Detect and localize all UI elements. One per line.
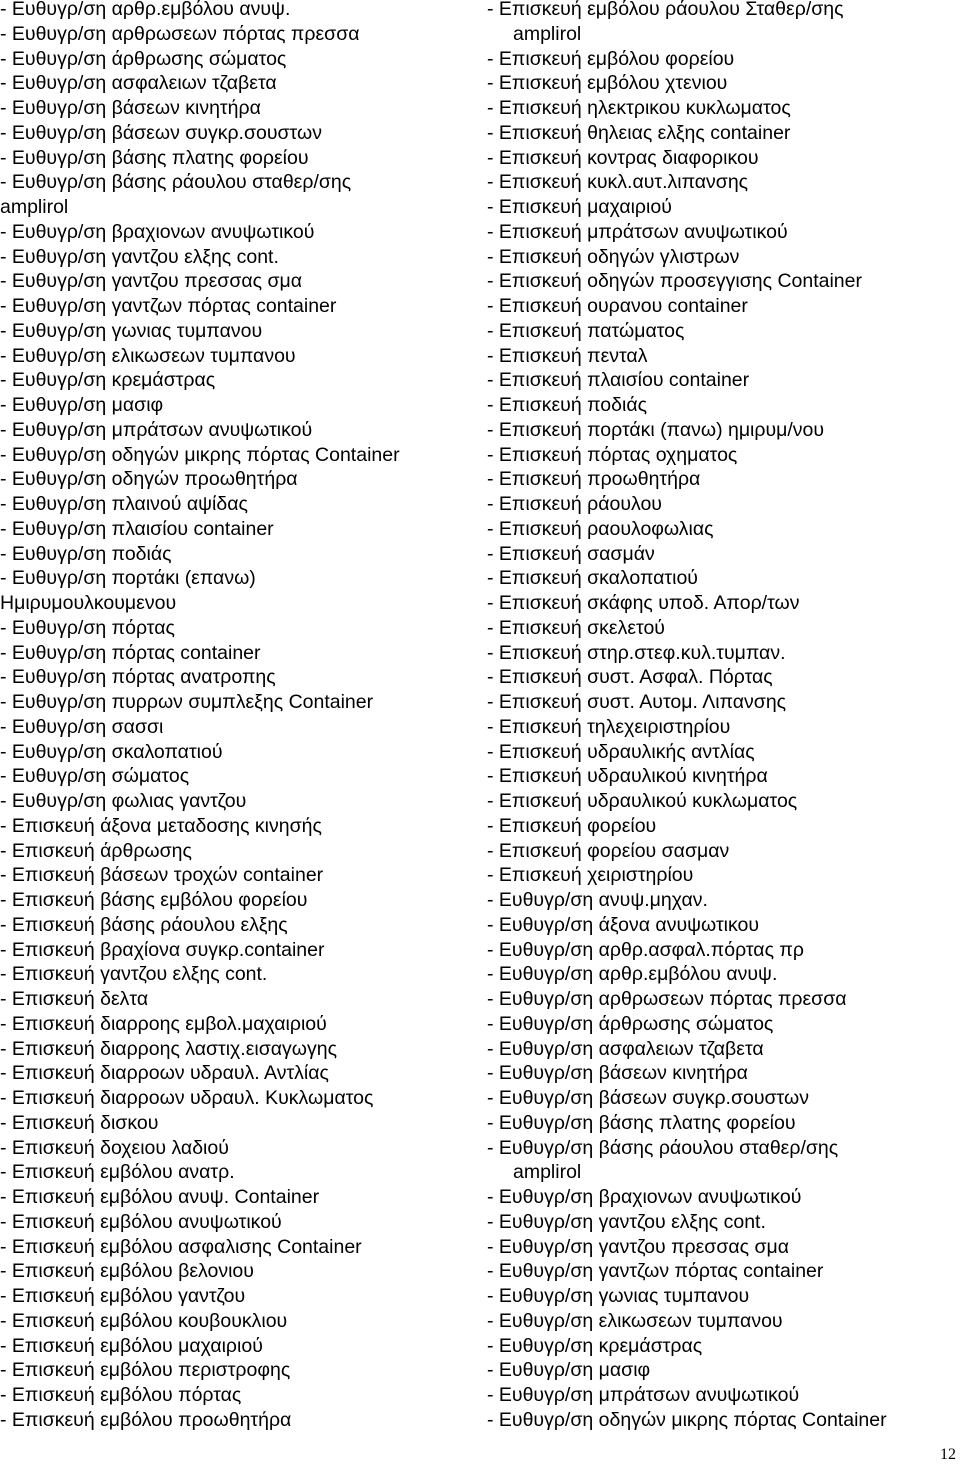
list-item: - Επισκευή πλαισίου container bbox=[487, 369, 750, 392]
list-item: - Ευθυγρ/ση βάσης πλατης φορείου bbox=[0, 146, 309, 169]
list-item: amplirol bbox=[513, 1161, 582, 1184]
list-item: - Ευθυγρ/ση κρεμάστρας bbox=[0, 369, 216, 392]
list-item: - Ευθυγρ/ση ανυψ.μηχαν. bbox=[487, 889, 708, 911]
list-item: - Επισκευή φορείου bbox=[487, 814, 657, 837]
list-item: - Ευθυγρ/ση βάσης ράουλου σταθερ/σης bbox=[487, 1136, 839, 1159]
list-item: - Επισκευή εμβόλου χτενιου bbox=[487, 72, 728, 95]
list-item: - Ευθυγρ/ση βάσης ράουλου σταθερ/σης bbox=[0, 171, 352, 194]
list-item: - Ευθυγρ/ση γαντζου ελξης cont. bbox=[0, 245, 279, 268]
list-item: - Επισκευή ράουλου bbox=[487, 493, 662, 515]
list-item: - Ευθυγρ/ση ασφαλειων τζαβετα bbox=[487, 1037, 764, 1060]
list-item: - Επισκευή συστ. Ασφαλ. Πόρτας bbox=[487, 666, 773, 689]
list-item: - Ευθυγρ/ση γαντζου πρεσσας σμα bbox=[487, 1235, 790, 1258]
list-item: - Ευθυγρ/ση άρθρωσης σώματος bbox=[0, 47, 287, 70]
list-item: - Επισκευή εμβόλου ανυψωτικού bbox=[0, 1210, 282, 1233]
list-item: - Επισκευή δοχειου λαδιού bbox=[0, 1136, 229, 1159]
list-item: - Επισκευή εμβόλου ανατρ. bbox=[0, 1161, 235, 1184]
list-item: - Επισκευή εμβόλου ράουλου Σταθερ/σης bbox=[487, 0, 844, 20]
list-item: - Επισκευή μαχαιριού bbox=[487, 196, 672, 218]
list-item: - Ευθυγρ/ση ποδιάς bbox=[0, 542, 172, 565]
list-item: - Επισκευή διαρροων υδραυλ. Κυκλωματος bbox=[0, 1087, 374, 1109]
left-column bbox=[0, 0, 470, 1433]
list-item: amplirol bbox=[513, 22, 582, 45]
list-item: - Επισκευή βάσης εμβόλου φορείου bbox=[0, 889, 308, 911]
list-item: - Ευθυγρ/ση γαντζου ελξης cont. bbox=[487, 1210, 766, 1233]
list-item: - Ευθυγρ/ση οδηγών μικρης πόρτας Container bbox=[487, 1408, 887, 1431]
list-item: - Επισκευή εμβόλου κουβουκλιου bbox=[0, 1309, 288, 1332]
page-number: 12 bbox=[940, 1446, 956, 1463]
list-item: - Ευθυγρ/ση αρθρωσεων πόρτας πρεσσα bbox=[487, 988, 847, 1010]
right-column bbox=[487, 0, 957, 1433]
list-item: - Επισκευή κυκλ.αυτ.λιπανσης bbox=[487, 171, 749, 194]
list-item: - Ευθυγρ/ση σκαλοπατιού bbox=[0, 740, 223, 763]
list-item: - Επισκευή συστ. Αυτομ. Λιπανσης bbox=[487, 691, 787, 713]
list-item: - Ευθυγρ/ση γαντζων πόρτας container bbox=[487, 1260, 824, 1283]
list-item: - Επισκευή ραουλοφωλιας bbox=[487, 517, 714, 540]
list-item: - Ευθυγρ/ση ελικωσεων τυμπανου bbox=[0, 344, 296, 367]
list-item: - Ευθυγρ/ση βραχιονων ανυψωτικού bbox=[487, 1186, 802, 1208]
list-item: - Επισκευή σκελετού bbox=[487, 616, 665, 639]
list-item: - Επισκευή δελτα bbox=[0, 988, 149, 1010]
list-item: - Επισκευή άξονα μεταδοσης κινησής bbox=[0, 814, 322, 837]
list-item: - Επισκευή ηλεκτρικου κυκλωματος bbox=[487, 97, 791, 119]
list-item: - Επισκευή πενταλ bbox=[487, 344, 648, 367]
list-item: - Ευθυγρ/ση σασσι bbox=[0, 715, 164, 738]
list-item: - Ευθυγρ/ση οδηγών μικρης πόρτας Container bbox=[0, 443, 400, 466]
list-item: - Επισκευή σασμάν bbox=[487, 542, 655, 565]
list-item: - Επισκευή χειριστηρίου bbox=[487, 864, 694, 887]
list-item: - Επισκευή εμβόλου βελονιου bbox=[0, 1260, 254, 1283]
list-item: - Ευθυγρ/ση άξονα ανυψωτικου bbox=[487, 913, 760, 936]
list-item: - Ευθυγρ/ση μπράτσων ανυψωτικού bbox=[487, 1384, 800, 1406]
list-item: - Ευθυγρ/ση πόρτας ανατροπης bbox=[0, 666, 276, 689]
list-item: - Επισκευή θηλειας ελξης container bbox=[487, 121, 791, 144]
list-item: - Ευθυγρ/ση βάσεων κινητήρα bbox=[487, 1062, 748, 1085]
list-item: - Επισκευή βάσης ράουλου ελξης bbox=[0, 913, 288, 936]
list-item: - Ευθυγρ/ση αρθρ.εμβόλου ανυψ. bbox=[487, 963, 778, 986]
list-item: Ημιρυμουλκουμενου bbox=[0, 592, 177, 614]
list-item: - Ευθυγρ/ση σώματος bbox=[0, 765, 190, 788]
list-item: - Επισκευή διαρροης λαστιχ.εισαγωγης bbox=[0, 1037, 338, 1060]
list-item: - Ευθυγρ/ση μασιφ bbox=[0, 394, 164, 416]
list-item: - Επισκευή πορτάκι (πανω) ημιρυμ/νου bbox=[487, 418, 825, 441]
list-item: - Επισκευή μπράτσων ανυψωτικού bbox=[487, 220, 788, 243]
list-item: - Επισκευή εμβόλου ανυψ. Container bbox=[0, 1186, 320, 1208]
list-item: - Ευθυγρ/ση γαντζων πόρτας container bbox=[0, 295, 337, 317]
list-item: - Ευθυγρ/ση κρεμάστρας bbox=[487, 1334, 703, 1357]
list-item: - Επισκευή γαντζου ελξης cont. bbox=[0, 963, 268, 986]
list-item: - Επισκευή διαρροων υδραυλ. Αντλίας bbox=[0, 1062, 329, 1085]
list-item: - Ευθυγρ/ση γωνιας τυμπανου bbox=[0, 319, 263, 342]
list-item: - Ευθυγρ/ση μπράτσων ανυψωτικού bbox=[0, 418, 313, 441]
list-item: - Επισκευή εμβόλου μαχαιριού bbox=[0, 1334, 263, 1357]
list-item: - Ευθυγρ/ση πυρρων συμπλεξης Container bbox=[0, 691, 374, 713]
list-item: - Επισκευή ποδιάς bbox=[487, 394, 647, 416]
list-item: - Ευθυγρ/ση πορτάκι (επανω) bbox=[0, 567, 256, 590]
list-item: - Επισκευή τηλεχειριστηρίου bbox=[487, 715, 731, 738]
list-item: - Ευθυγρ/ση βάσης πλατης φορείου bbox=[487, 1111, 796, 1134]
list-item: - Επισκευή υδραυλικού κινητήρα bbox=[487, 765, 768, 788]
list-item: - Επισκευή φορείου σασμαν bbox=[487, 839, 730, 862]
list-item: - Ευθυγρ/ση αρθρωσεων πόρτας πρεσσα bbox=[0, 22, 360, 45]
list-item: - Επισκευή προωθητήρα bbox=[487, 468, 701, 491]
list-item: - Ευθυγρ/ση πλαινού αψίδας bbox=[0, 493, 248, 515]
list-item: - Ευθυγρ/ση βραχιονων ανυψωτικού bbox=[0, 220, 315, 243]
list-item: - Επισκευή εμβόλου περιστροφης bbox=[0, 1359, 291, 1382]
list-item: - Επισκευή βάσεων τροχών container bbox=[0, 864, 324, 887]
list-item: - Επισκευή εμβόλου ασφαλισης Container bbox=[0, 1235, 362, 1258]
list-item: - Ευθυγρ/ση ελικωσεων τυμπανου bbox=[487, 1309, 783, 1332]
list-item: - Επισκευή πατώματος bbox=[487, 319, 685, 342]
list-item: - Επισκευή κοντρας διαφορικου bbox=[487, 146, 759, 169]
list-item: - Επισκευή υδραυλικού κυκλωματος bbox=[487, 790, 798, 812]
list-item: - Επισκευή υδραυλικής αντλίας bbox=[487, 740, 755, 763]
list-item: - Επισκευή πόρτας οχηματος bbox=[487, 443, 738, 466]
list-item: - Επισκευή δισκου bbox=[0, 1111, 159, 1134]
list-item: - Επισκευή εμβόλου φορείου bbox=[487, 47, 735, 70]
list-item: - Επισκευή οδηγών γλιστρων bbox=[487, 245, 740, 268]
list-item: - Ευθυγρ/ση άρθρωσης σώματος bbox=[487, 1012, 774, 1035]
list-item: - Επισκευή εμβόλου πόρτας bbox=[0, 1384, 242, 1406]
list-item: - Ευθυγρ/ση μασιφ bbox=[487, 1359, 651, 1382]
list-item: - Ευθυγρ/ση γαντζου πρεσσας σμα bbox=[0, 270, 303, 293]
list-item: - Ευθυγρ/ση βάσεων κινητήρα bbox=[0, 97, 261, 119]
list-item: - Ευθυγρ/ση αρθρ.ασφαλ.πόρτας πρ bbox=[487, 938, 804, 961]
list-item: - Επισκευή οδηγών προσεγγισης Container bbox=[487, 270, 862, 293]
list-item: - Επισκευή διαρρoης εμβολ.μαχαιριού bbox=[0, 1012, 327, 1035]
list-item: - Επισκευή σκαλοπατιού bbox=[487, 567, 698, 590]
list-item: - Επισκευή στηρ.στεφ.κυλ.τυμπαν. bbox=[487, 641, 786, 664]
list-item: - Επισκευή ουρανου container bbox=[487, 295, 748, 317]
list-item: - Ευθυγρ/ση αρθρ.εμβόλου ανυψ. bbox=[0, 0, 291, 20]
list-item: - Ευθυγρ/ση γωνιας τυμπανου bbox=[487, 1285, 750, 1307]
list-item: - Ευθυγρ/ση πλαισίου container bbox=[0, 517, 274, 540]
list-item: - Ευθυγρ/ση πόρτας bbox=[0, 616, 175, 639]
list-item: - Ευθυγρ/ση ασφαλειων τζαβετα bbox=[0, 72, 277, 95]
list-item: amplirol bbox=[0, 196, 69, 218]
list-item: - Ευθυγρ/ση βάσεων συγκρ.σουστων bbox=[487, 1087, 809, 1109]
list-item: - Επισκευή εμβόλου γαντζου bbox=[0, 1285, 246, 1307]
list-item: - Επισκευή εμβόλου προωθητήρα bbox=[0, 1408, 292, 1431]
list-item: - Επισκευή άρθρωσης bbox=[0, 839, 192, 862]
list-item: - Ευθυγρ/ση βάσεων συγκρ.σουστων bbox=[0, 121, 322, 144]
list-item: - Ευθυγρ/ση πόρτας container bbox=[0, 641, 261, 664]
list-item: - Ευθυγρ/ση οδηγών προωθητήρα bbox=[0, 468, 298, 491]
list-item: - Ευθυγρ/ση φωλιας γαντζου bbox=[0, 790, 247, 812]
list-item: - Επισκευή βραχίονα συγκρ.container bbox=[0, 938, 325, 961]
list-item: - Επισκευή σκάφης υποδ. Απορ/των bbox=[487, 592, 800, 614]
